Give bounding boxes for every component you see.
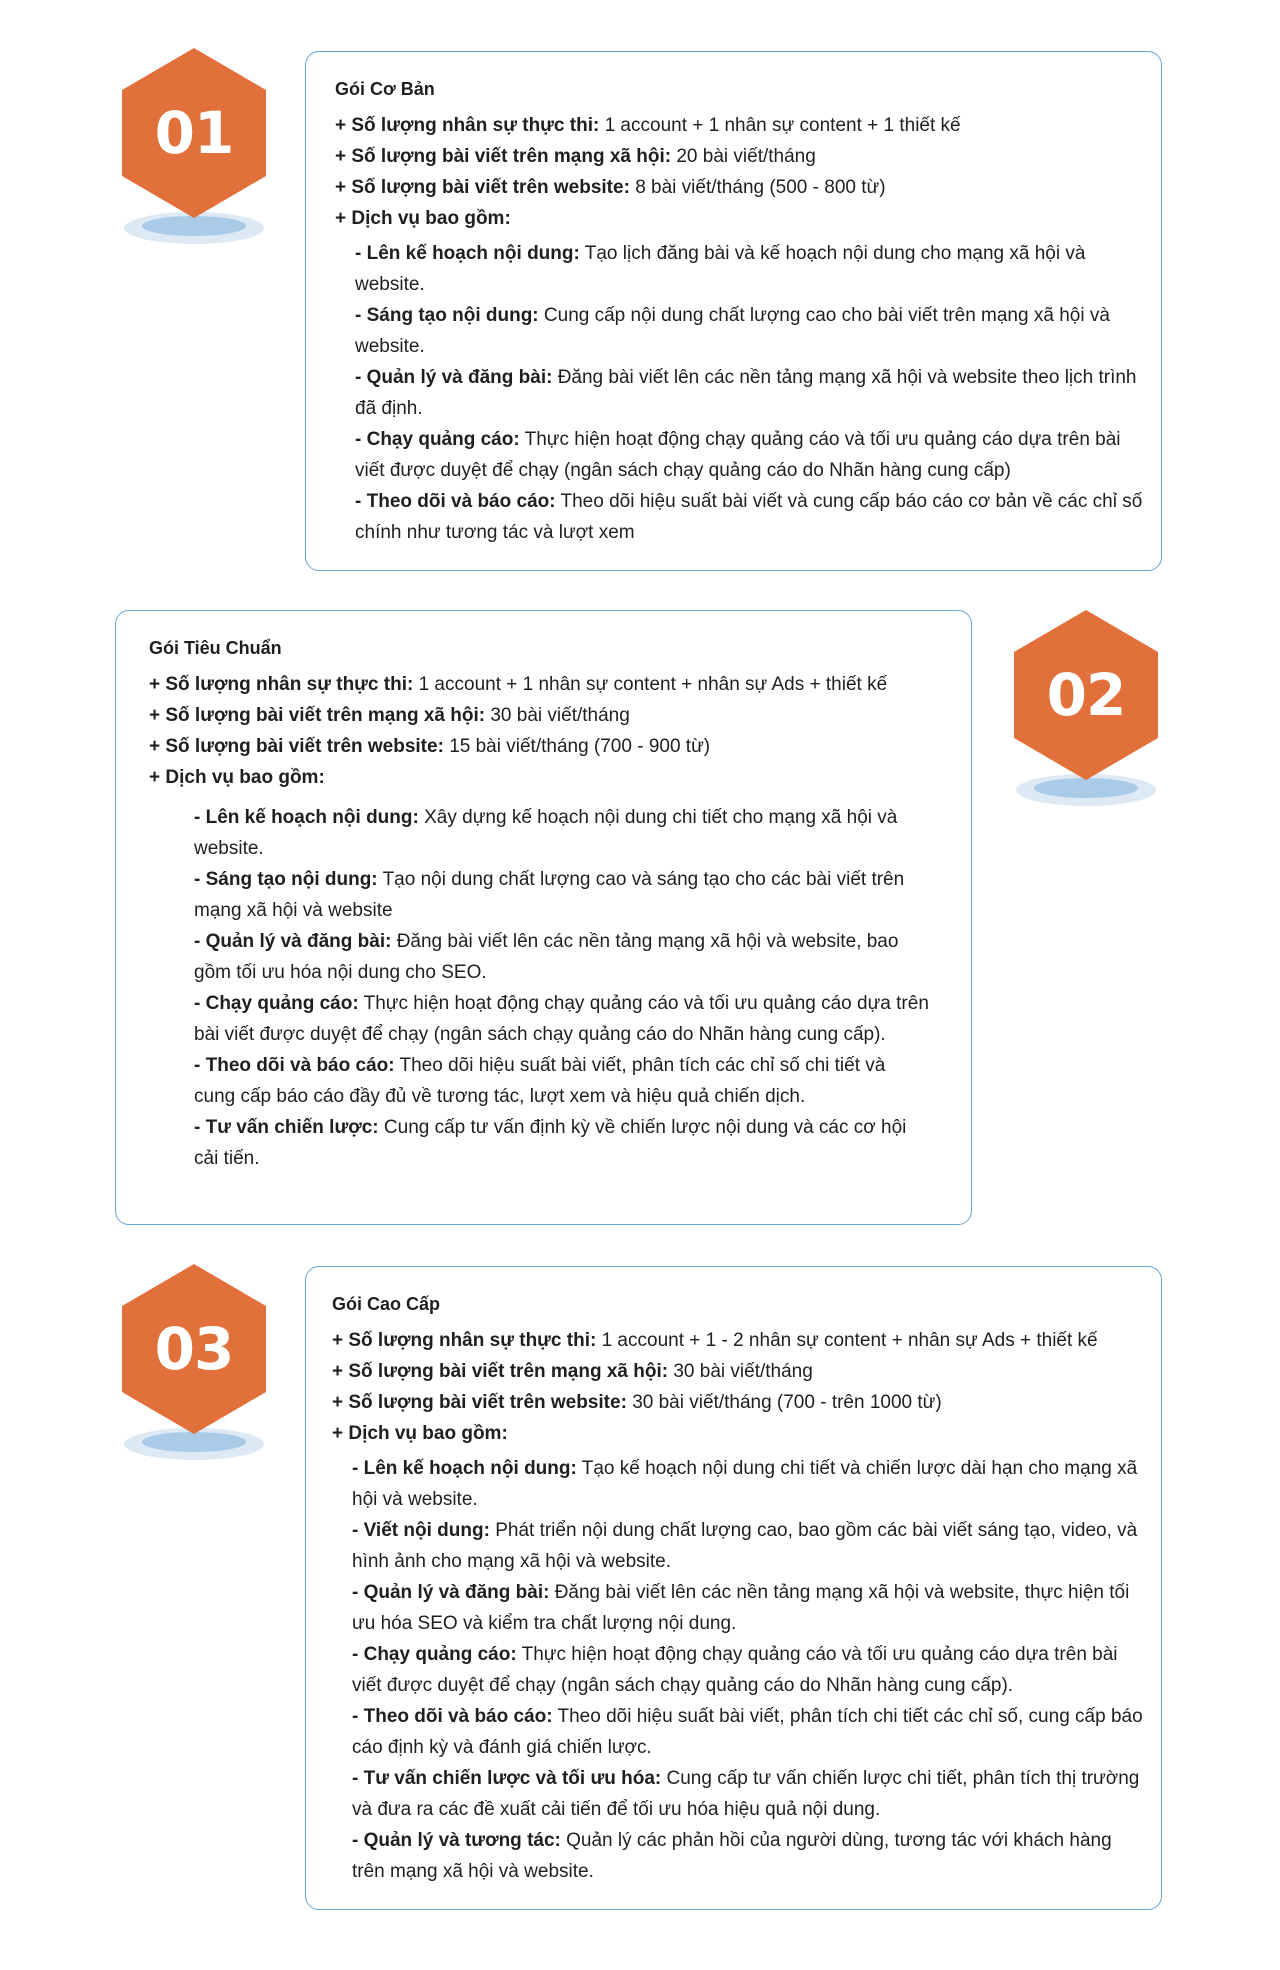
service-item: - Sáng tạo nội dung: Cung cấp nội dung chất lượng cao cho bài viết trên mạng xã hội và website. [355, 305, 1110, 357]
social-posts-line: + Số lượng bài viết trên mạng xã hội: 30 bài viết/tháng [332, 1361, 813, 1382]
package-title: Gói Tiêu Chuẩn [149, 638, 282, 658]
package-number-badge [114, 1264, 274, 1464]
website-posts-line: + Số lượng bài viết trên website: 30 bài viết/tháng (700 - trên 1000 từ) [332, 1392, 942, 1413]
service-item: - Theo dõi và báo cáo: Theo dõi hiệu suất bài viết, phân tích các chỉ số chi tiết và cung cấp báo cáo đầy đủ về tương tác, lượt xem và hiệu quả chiến dịch. [194, 1055, 886, 1107]
service-item: - Lên kế hoạch nội dung: Xây dựng kế hoạch nội dung chi tiết cho mạng xã hội và website. [194, 807, 898, 859]
services-list [149, 802, 929, 1174]
service-item: - Quản lý và đăng bài: Đăng bài viết lên các nền tảng mạng xã hội và website, bao gồm tối ưu hóa nội dung cho SEO. [194, 931, 899, 983]
website-posts-line: + Số lượng bài viết trên website: 8 bài viết/tháng (500 - 800 từ) [335, 177, 886, 198]
service-item: - Chạy quảng cáo: Thực hiện hoạt động chạy quảng cáo và tối ưu quảng cáo dựa trên bài viết được duyệt để chạy (ngân sách chạy quảng cáo do Nhãn hàng cung cấp). [194, 993, 929, 1045]
package-number: 02 [1046, 661, 1126, 729]
service-item: - Theo dõi và báo cáo: Theo dõi hiệu suất bài viết và cung cấp báo cáo cơ bản về các chỉ số chính như tương tác và lượt xem [355, 491, 1143, 543]
package-number: 03 [154, 1315, 234, 1383]
service-item: - Quản lý và đăng bài: Đăng bài viết lên các nền tảng mạng xã hội và website theo lịch trình đã định. [355, 367, 1137, 419]
services-heading: + Dịch vụ bao gồm: [335, 208, 511, 229]
staff-line: + Số lượng nhân sự thực thi: 1 account + 1 nhân sự content + 1 thiết kế [335, 115, 961, 136]
service-item: - Theo dõi và báo cáo: Theo dõi hiệu suất bài viết, phân tích chi tiết các chỉ số, cung cấp báo cáo định kỳ và đánh giá chiến lược. [352, 1706, 1143, 1758]
package-number-badge [1006, 610, 1166, 810]
package-number-badge [114, 48, 274, 248]
staff-line: + Số lượng nhân sự thực thi: 1 account + 1 - 2 nhân sự content + nhân sự Ads + thiết kế [332, 1330, 1098, 1351]
service-item: - Lên kế hoạch nội dung: Tạo kế hoạch nội dung chi tiết và chiến lược dài hạn cho mạng xã hội và website. [352, 1458, 1138, 1510]
services-list [335, 238, 1155, 548]
service-item: - Quản lý và đăng bài: Đăng bài viết lên các nền tảng mạng xã hội và website, thực hiện tối ưu hóa SEO và kiểm tra chất lượng nội dung. [352, 1582, 1130, 1634]
package-title: Gói Cơ Bản [335, 79, 435, 99]
social-posts-line: + Số lượng bài viết trên mạng xã hội: 20 bài viết/tháng [335, 146, 816, 167]
service-item: - Viết nội dung: Phát triển nội dung chất lượng cao, bao gồm các bài viết sáng tạo, video, và hình ảnh cho mạng xã hội và website. [352, 1520, 1138, 1572]
package-card-basic [305, 51, 1162, 571]
package-title: Gói Cao Cấp [332, 1294, 441, 1314]
package-card-standard [115, 610, 972, 1225]
service-item: - Chạy quảng cáo: Thực hiện hoạt động chạy quảng cáo và tối ưu quảng cáo dựa trên bài viết được duyệt để chạy (ngân sách chạy quảng cáo do Nhãn hàng cung cấp) [355, 429, 1121, 481]
staff-line: + Số lượng nhân sự thực thi: 1 account + 1 nhân sự content + nhân sự Ads + thiết kế [149, 674, 888, 695]
website-posts-line: + Số lượng bài viết trên website: 15 bài viết/tháng (700 - 900 từ) [149, 736, 711, 757]
social-posts-line: + Số lượng bài viết trên mạng xã hội: 30 bài viết/tháng [149, 705, 630, 726]
services-heading: + Dịch vụ bao gồm: [332, 1423, 508, 1444]
service-item: - Tư vấn chiến lược và tối ưu hóa: Cung cấp tư vấn chiến lược chi tiết, phân tích thị trường và đưa ra các đề xuất cải tiến để tối ưu hóa hiệu quả nội dung. [352, 1768, 1140, 1820]
service-item: - Quản lý và tương tác: Quản lý các phản hồi của người dùng, tương tác với khách hàng trên mạng xã hội và website. [352, 1830, 1112, 1882]
services-heading: + Dịch vụ bao gồm: [149, 767, 325, 788]
package-card-premium [305, 1266, 1162, 1910]
service-item: - Tư vấn chiến lược: Cung cấp tư vấn định kỳ về chiến lược nội dung và các cơ hội cải tiến. [194, 1117, 907, 1169]
service-item: - Lên kế hoạch nội dung: Tạo lịch đăng bài và kế hoạch nội dung cho mạng xã hội và website. [355, 243, 1086, 295]
package-number: 01 [154, 99, 234, 167]
service-item: - Chạy quảng cáo: Thực hiện hoạt động chạy quảng cáo và tối ưu quảng cáo dựa trên bài viết được duyệt để chạy (ngân sách chạy quảng cáo do Nhãn hàng cung cấp). [352, 1644, 1118, 1696]
service-item: - Sáng tạo nội dung: Tạo nội dung chất lượng cao và sáng tạo cho các bài viết trên mạng xã hội và website [194, 869, 905, 921]
services-list [332, 1453, 1147, 1887]
